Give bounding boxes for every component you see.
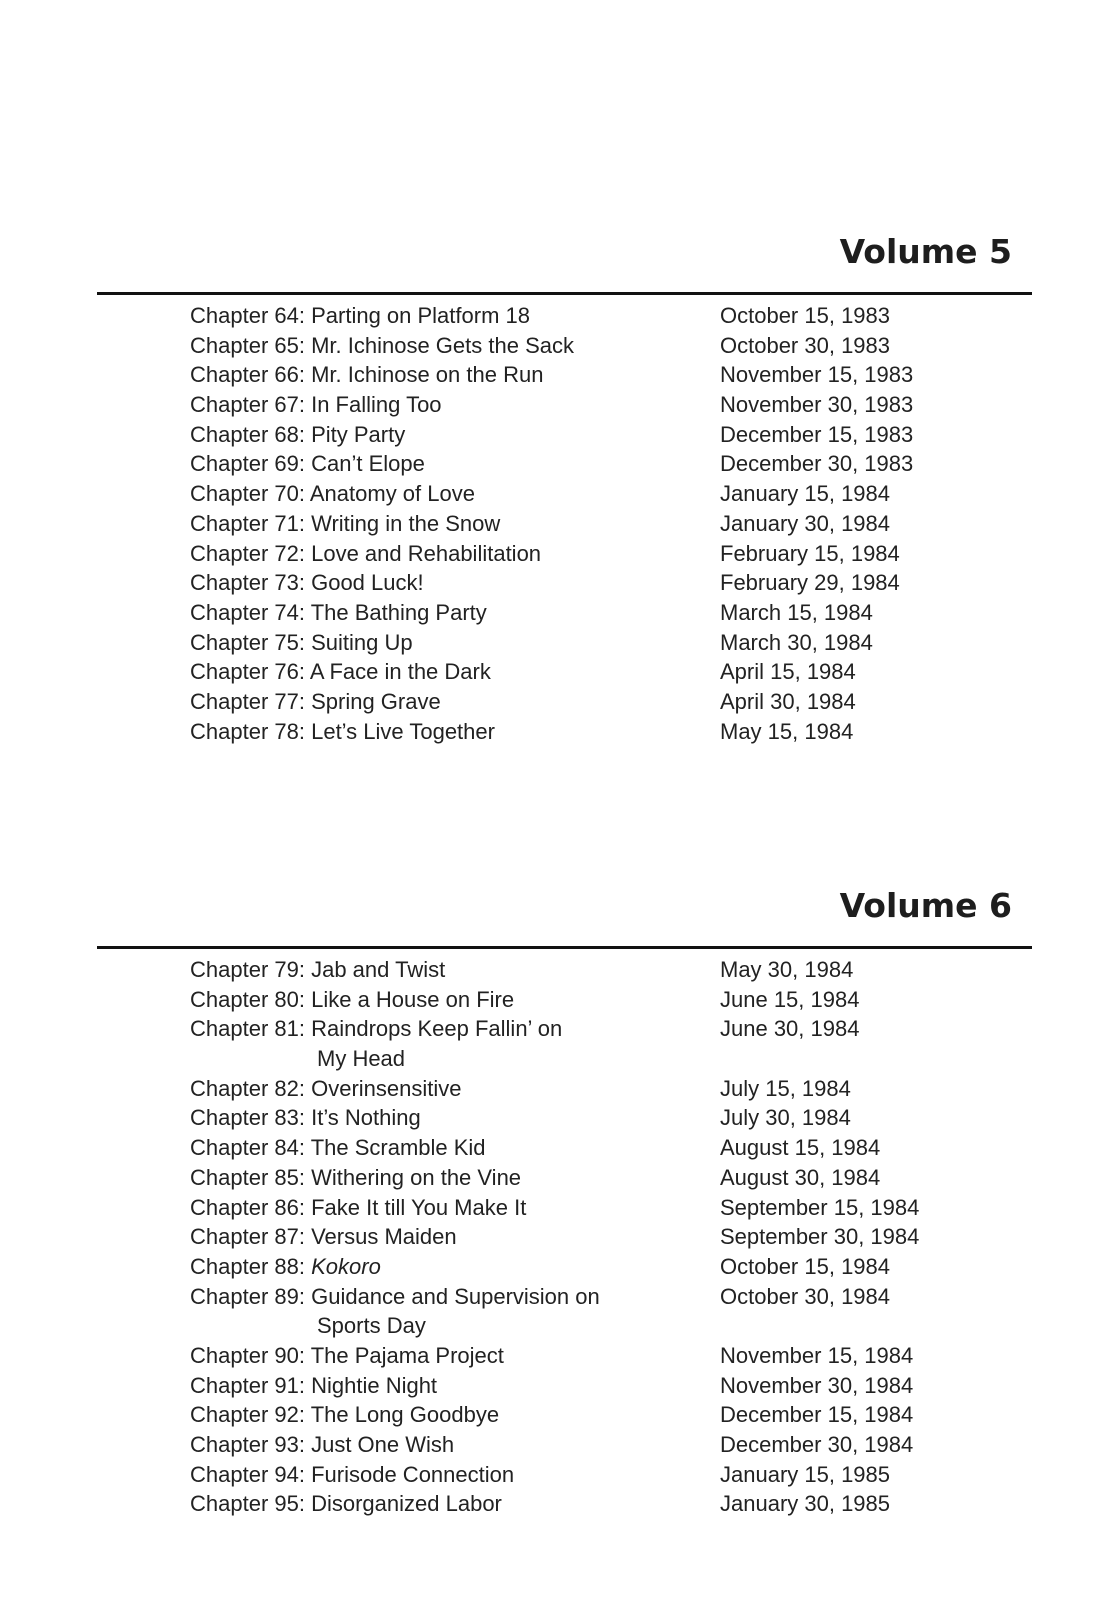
chapter-row [190,449,1010,479]
chapter-date: December 15, 1983 [720,421,914,447]
chapter-row [190,657,1010,687]
chapter-number: Chapter 83: [190,1105,305,1131]
chapter-number: Chapter 74: [190,599,305,625]
chapter-row [190,598,1010,628]
chapter-row [190,955,1010,985]
chapter-row [190,390,1010,420]
chapter-row [190,301,1010,331]
chapter-date: January 30, 1984 [720,510,891,536]
chapter-number: Chapter 86: [190,1194,305,1220]
chapter-date: January 15, 1985 [720,1461,891,1487]
chapter-number: Chapter 72: [190,540,305,566]
chapter-row [190,985,1010,1015]
chapter-title: Kokoro [311,1253,381,1279]
chapter-title: Love and Rehabilitation [311,540,542,566]
chapter-date: September 15, 1984 [720,1194,920,1220]
chapter-row [190,1193,1010,1223]
chapter-title: Overinsensitive [311,1075,462,1101]
chapter-date: June 30, 1984 [720,1016,860,1042]
chapter-row [190,360,1010,390]
chapter-number: Chapter 67: [190,392,305,418]
chapter-title: Pity Party [311,421,406,447]
chapter-number: Chapter 88: [190,1253,305,1279]
chapter-row [190,509,1010,539]
chapter-date: February 29, 1984 [720,570,900,596]
chapter-number: Chapter 84: [190,1135,305,1161]
chapter-row [190,1489,1010,1519]
chapter-date: August 30, 1984 [720,1164,881,1190]
chapter-number: Chapter 75: [190,629,305,655]
chapter-title: Mr. Ichinose Gets the Sack [311,332,574,358]
chapter-title: Can’t Elope [311,451,425,477]
chapter-row [190,1133,1010,1163]
chapter-number: Chapter 70: [190,481,305,507]
chapter-title-continued: My Head [317,1046,406,1072]
chapter-number: Chapter 69: [190,451,305,477]
chapter-list [190,955,1010,1519]
chapter-date: November 30, 1983 [720,392,914,418]
chapter-date: February 15, 1984 [720,540,900,566]
chapter-number: Chapter 90: [190,1342,305,1368]
chapter-date: November 15, 1983 [720,362,914,388]
chapter-date: November 15, 1984 [720,1342,914,1368]
chapter-date: August 15, 1984 [720,1135,881,1161]
chapter-date: January 30, 1985 [720,1491,891,1517]
chapter-title: The Pajama Project [310,1342,504,1368]
chapter-row [190,1282,1010,1341]
chapter-title: Spring Grave [311,688,441,714]
chapter-title: Suiting Up [311,629,413,655]
chapter-row [190,717,1010,747]
chapter-date: March 30, 1984 [720,629,873,655]
chapter-title: Good Luck! [311,570,424,596]
chapter-title: Mr. Ichinose on the Run [311,362,544,388]
chapter-number: Chapter 79: [190,957,305,982]
divider [97,292,1032,295]
chapter-number: Chapter 94: [190,1461,305,1487]
chapter-row [190,1103,1010,1133]
chapter-title: Nightie Night [311,1372,438,1398]
chapter-row [190,331,1010,361]
chapter-date: September 30, 1984 [720,1224,920,1250]
chapter-number: Chapter 73: [190,570,305,596]
chapter-date: July 15, 1984 [720,1075,851,1101]
chapter-title: The Bathing Party [310,599,487,625]
chapter-date: October 15, 1984 [720,1253,891,1279]
chapter-title: Furisode Connection [311,1461,515,1487]
chapter-number: Chapter 68: [190,421,305,447]
chapter-date: July 30, 1984 [720,1105,851,1131]
chapter-row [190,539,1010,569]
chapter-number: Chapter 89: [190,1283,305,1309]
chapter-title: Raindrops Keep Fallin’ on [311,1016,563,1042]
chapter-number: Chapter 93: [190,1432,305,1458]
chapter-number: Chapter 85: [190,1164,305,1190]
chapter-date: April 30, 1984 [720,688,856,714]
chapter-title: The Long Goodbye [310,1402,500,1428]
chapter-row [190,1074,1010,1104]
chapter-row [190,1252,1010,1282]
chapter-date: October 30, 1984 [720,1283,891,1309]
chapter-row [190,1014,1010,1073]
chapter-number: Chapter 64: [190,303,305,328]
chapter-title: Parting on Platform 18 [311,303,530,328]
chapter-title-continued: Sports Day [317,1313,426,1339]
volume-title: Volume 5 [839,232,1012,271]
chapter-number: Chapter 95: [190,1491,305,1517]
chapter-number: Chapter 81: [190,1016,305,1042]
chapter-list [190,301,1010,746]
chapter-number: Chapter 87: [190,1224,305,1250]
chapter-date: December 15, 1984 [720,1402,914,1428]
chapter-row [190,479,1010,509]
chapter-date: June 15, 1984 [720,986,860,1012]
chapter-row [190,687,1010,717]
chapter-date: April 15, 1984 [720,659,856,685]
chapter-title: Fake It till You Make It [311,1194,527,1220]
chapter-date: May 30, 1984 [720,957,854,982]
chapter-row [190,1400,1010,1430]
chapter-row [190,568,1010,598]
chapter-date: November 30, 1984 [720,1372,914,1398]
chapter-row [190,1341,1010,1371]
chapter-title: Anatomy of Love [309,481,475,507]
chapter-number: Chapter 76: [190,659,305,685]
chapter-title: Guidance and Supervision on [311,1283,600,1309]
chapter-row [190,1430,1010,1460]
chapter-number: Chapter 82: [190,1075,305,1101]
chapter-title: Versus Maiden [311,1224,457,1250]
divider [97,946,1032,949]
chapter-row [190,628,1010,658]
chapter-title: Writing in the Snow [311,510,501,536]
chapter-row [190,420,1010,450]
chapter-date: October 15, 1983 [720,303,891,328]
volume-title: Volume 6 [839,886,1012,925]
chapter-number: Chapter 77: [190,688,305,714]
chapter-title: Disorganized Labor [311,1491,502,1517]
chapter-row [190,1371,1010,1401]
chapter-title: In Falling Too [311,392,442,418]
chapter-title: It’s Nothing [311,1105,421,1131]
chapter-title: The Scramble Kid [310,1135,486,1161]
chapter-row [190,1222,1010,1252]
chapter-title: A Face in the Dark [309,659,491,685]
chapter-title: Let’s Live Together [311,718,495,744]
chapter-number: Chapter 92: [190,1402,305,1428]
chapter-number: Chapter 65: [190,332,305,358]
chapter-row [190,1460,1010,1490]
chapter-date: December 30, 1983 [720,451,914,477]
chapter-number: Chapter 80: [190,986,305,1012]
chapter-title: Just One Wish [311,1432,455,1458]
chapter-title: Jab and Twist [311,957,446,982]
chapter-date: October 30, 1983 [720,332,891,358]
chapter-date: January 15, 1984 [720,481,891,507]
chapter-date: December 30, 1984 [720,1432,914,1458]
chapter-date: May 15, 1984 [720,718,854,744]
chapter-date: March 15, 1984 [720,599,873,625]
chapter-title: Withering on the Vine [311,1164,522,1190]
chapter-number: Chapter 78: [190,718,305,744]
chapter-number: Chapter 91: [190,1372,305,1398]
chapter-row [190,1163,1010,1193]
chapter-number: Chapter 71: [190,510,305,536]
chapter-title: Like a House on Fire [311,986,515,1012]
chapter-number: Chapter 66: [190,362,305,388]
